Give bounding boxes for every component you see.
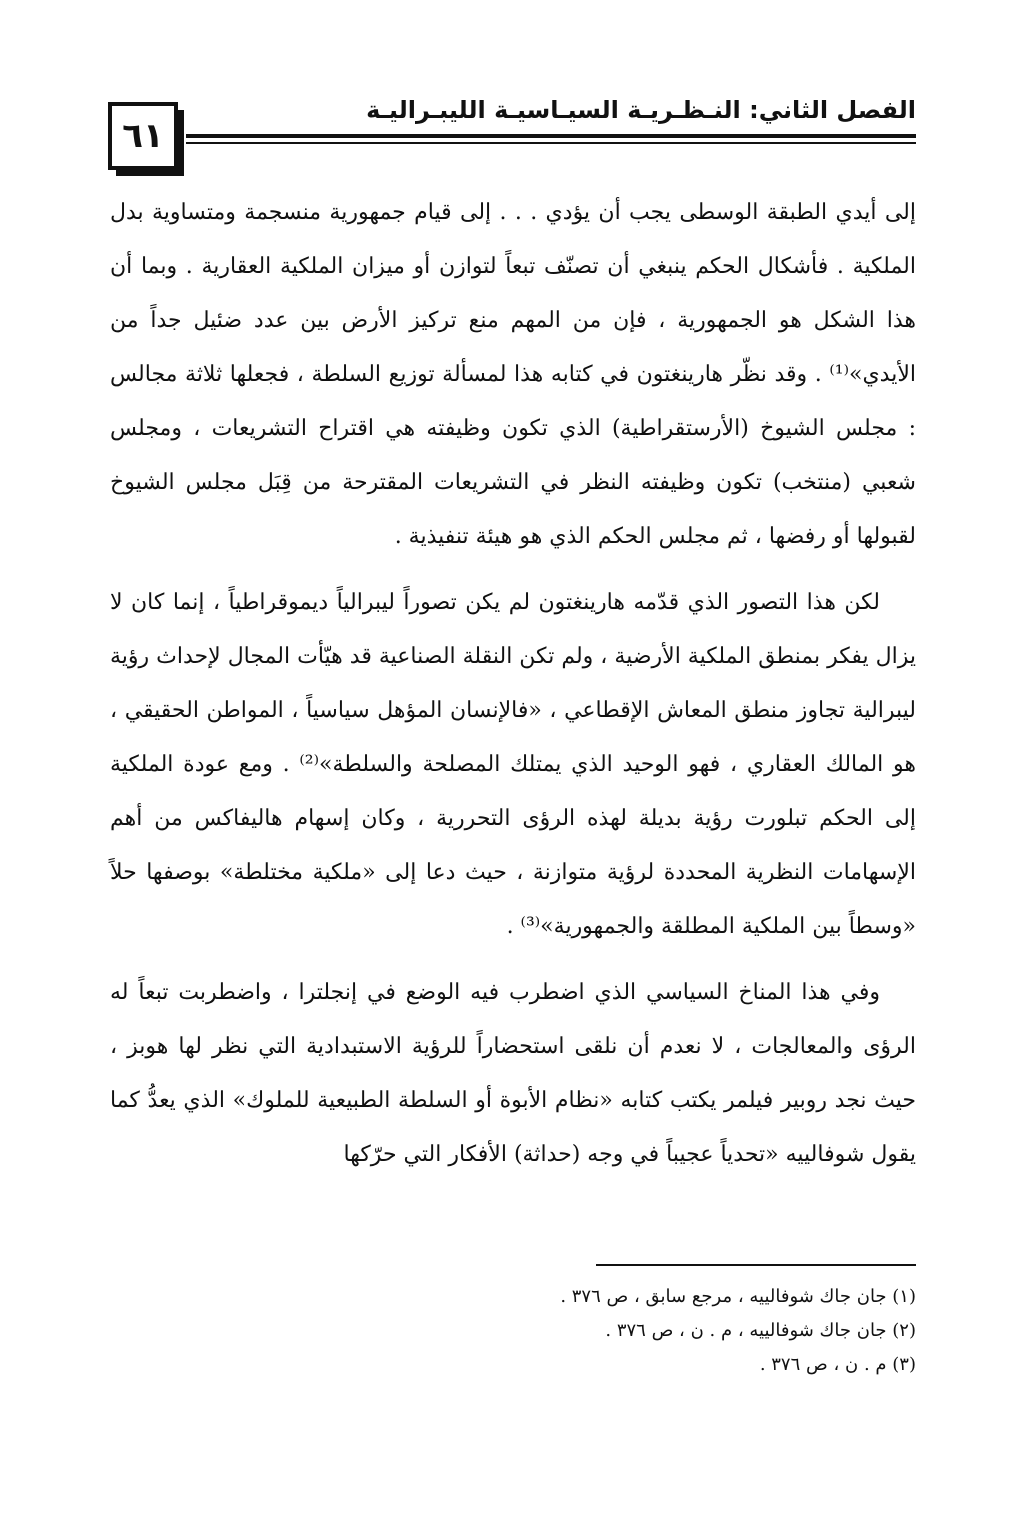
footnote-separator [596, 1264, 916, 1266]
footnote-2: (٢) جان جاك شوفالييه ، م . ن ، ص ٣٧٦ . [605, 1320, 916, 1341]
page-number: ٦١ [108, 102, 178, 170]
header-rule-thin [186, 142, 916, 144]
paragraph-3: وفي هذا المناخ السياسي الذي اضطرب فيه الوضع في إنجلترا ، واضطربت تبعاً له الرؤى والمعالجات ، لا نعدم أن نلقى استحضاراً للرؤية الاستبدادية التي نظر لها هوبز ، حيث نجد روبير فيلمر يكتب كتابه «نظام الأبوة أو السلطة الطبيعية للملوك» الذي يعدُّ كما يقول شوفالييه «تحدياً عجيباً في وجه (حداثة) الأفكار التي حرّكها [110, 980, 916, 1167]
page-header [108, 92, 916, 182]
body-text [110, 186, 916, 1194]
footnote-1: (١) جان جاك شوفالييه ، مرجع سابق ، ص ٣٧٦ . [560, 1286, 916, 1307]
running-title: الفصل الثاني: النـظـريـة السيـاسيـة الليبـراليـة [366, 96, 916, 124]
footnotes [416, 1280, 916, 1382]
header-rule-thick [186, 134, 916, 138]
paragraph-1: إلى أيدي الطبقة الوسطى يجب أن يؤدي . . . إلى قيام جمهورية منسجمة ومتساوية بدل الملكية . فأشكال الحكم ينبغي أن تصنّف تبعاً لتوازن أو ميزان الملكية العقارية . وبما أن هذا الشكل هو الجمهورية ، فإن من المهم منع تركيز الأرض بين عدد ضئيل جداً من الأيدي»⁽¹⁾ . وقد نظّر هارينغتون في كتابه هذا لمسألة توزيع السلطة ، فجعلها ثلاثة مجالس : مجلس الشيوخ (الأرستقراطية) الذي تكون وظيفته هي اقتراح التشريعات ، ومجلس شعبي (منتخب) تكون وظيفته النظر في التشريعات المقترحة من قِبَل مجلس الشيوخ لقبولها أو رفضها ، ثم مجلس الحكم الذي هو هيئة تنفيذية . [110, 200, 916, 549]
paragraph-2: لكن هذا التصور الذي قدّمه هارينغتون لم يكن تصوراً ليبرالياً ديموقراطياً ، إنما كان لا يزال يفكر بمنطق الملكية الأرضية ، ولم تكن النقلة الصناعية قد هيّأت المجال لإحداث رؤية ليبرالية تجاوز منطق المعاش الإقطاعي ، «فالإنسان المؤهل سياسياً ، المواطن الحقيقي ، هو المالك العقاري ، فهو الوحيد الذي يمتلك المصلحة والسلطة»⁽²⁾ . ومع عودة الملكية إلى الحكم تبلورت رؤية بديلة لهذه الرؤى التحررية ، وكان إسهام هاليفاكس من أهم الإسهامات النظرية المحددة لرؤية متوازنة ، حيث دعا إلى «ملكية مختلطة» بوصفها حلاً «وسطاً بين الملكية المطلقة والجمهورية»⁽³⁾ . [110, 590, 916, 939]
footnote-3: (٣) م . ن ، ص ٣٧٦ . [759, 1354, 916, 1375]
